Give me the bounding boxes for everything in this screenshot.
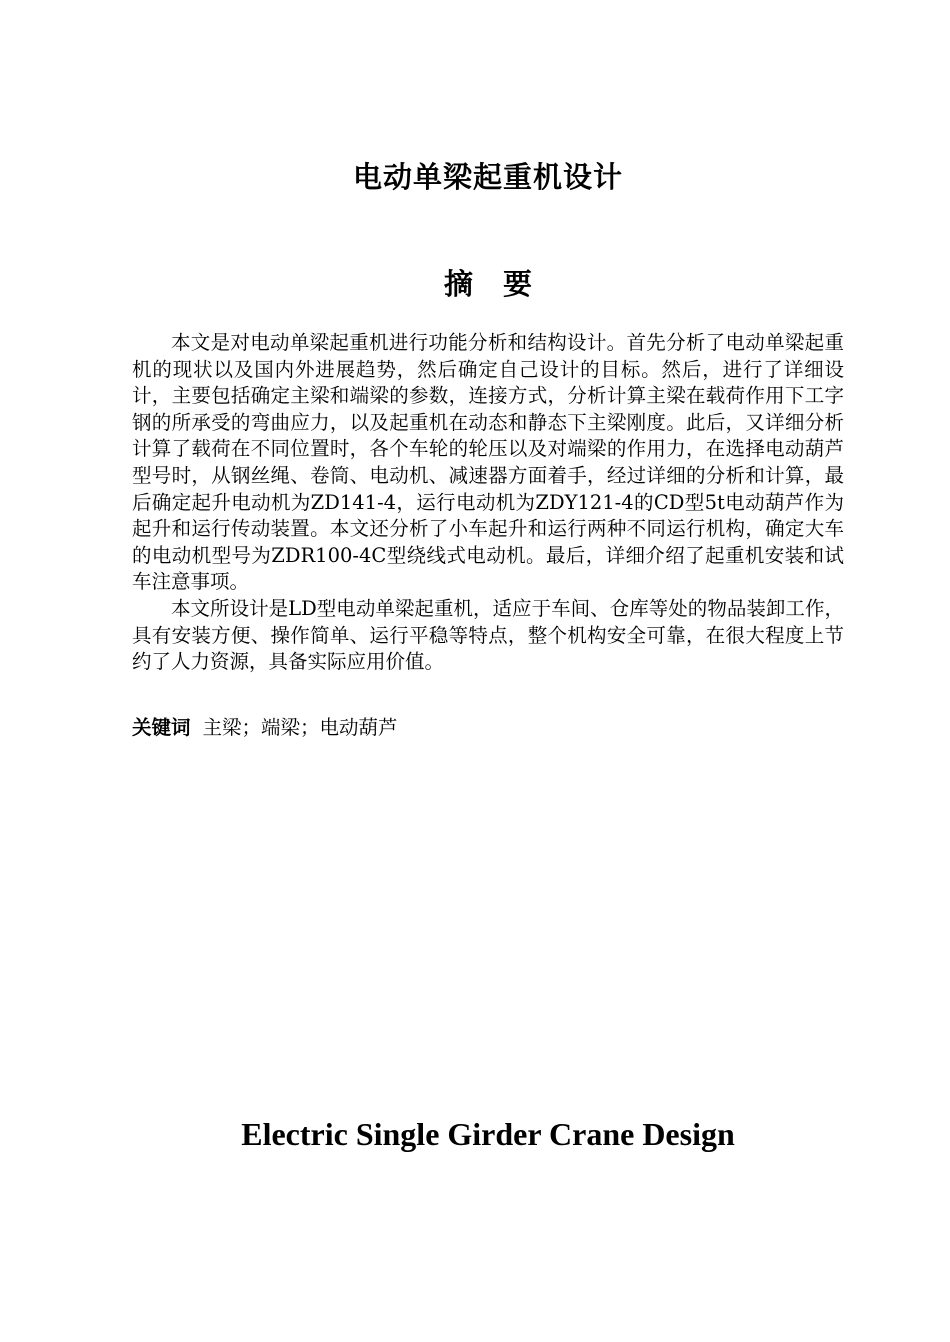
abstract-paragraph-2: 本文所设计是LD型电动单梁起重机，适应于车间、仓库等处的物品装卸工作，具有安装方便、操作简单、运行平稳等特点，整个机构安全可靠，在很大程度上节约了人力资源，具备实际应用价值。 xyxy=(132,596,844,674)
keywords-line xyxy=(132,714,844,742)
chinese-title: 电动单梁起重机设计 xyxy=(352,160,623,194)
abstract-body xyxy=(132,330,844,676)
abstract-heading-char-2: 要 xyxy=(503,267,533,301)
abstract-heading-char-1: 摘 xyxy=(443,267,473,301)
english-title: Electric Single Girder Crane Design xyxy=(241,1116,735,1152)
abstract-paragraph-1: 本文是对电动单梁起重机进行功能分析和结构设计。首先分析了电动单梁起重机的现状以及国内外进展趋势，然后确定自己设计的目标。然后，进行了详细设计，主要包括确定主梁和端梁的参数，连接方式，分析计算主梁在载荷作用下工字钢的所承受的弯曲应力，以及起重机在动态和静态下主梁刚度。此后，又详细分析计算了载荷在不同位置时，各个车轮的轮压以及对端梁的作用力，在选择电动葫芦型号时，从钢丝绳、卷筒、电动机、减速器方面着手，经过详细的分析和计算，最后确定起升电动机为ZD141-4，运行电动机为ZDY121-4的CD型5t电动葫芦作为起升和运行传动装置。本文还分析了小车起升和运行两种不同运行机构，确定大车的电动机型号为ZDR100-4C型绕线式电动机。最后，详细介绍了起重机安装和试车注意事项。 xyxy=(132,331,844,594)
keywords-label: 关键词 xyxy=(132,716,191,739)
keywords-value: 主梁；端梁；电动葫芦 xyxy=(202,716,398,739)
abstract-heading xyxy=(0,262,950,303)
